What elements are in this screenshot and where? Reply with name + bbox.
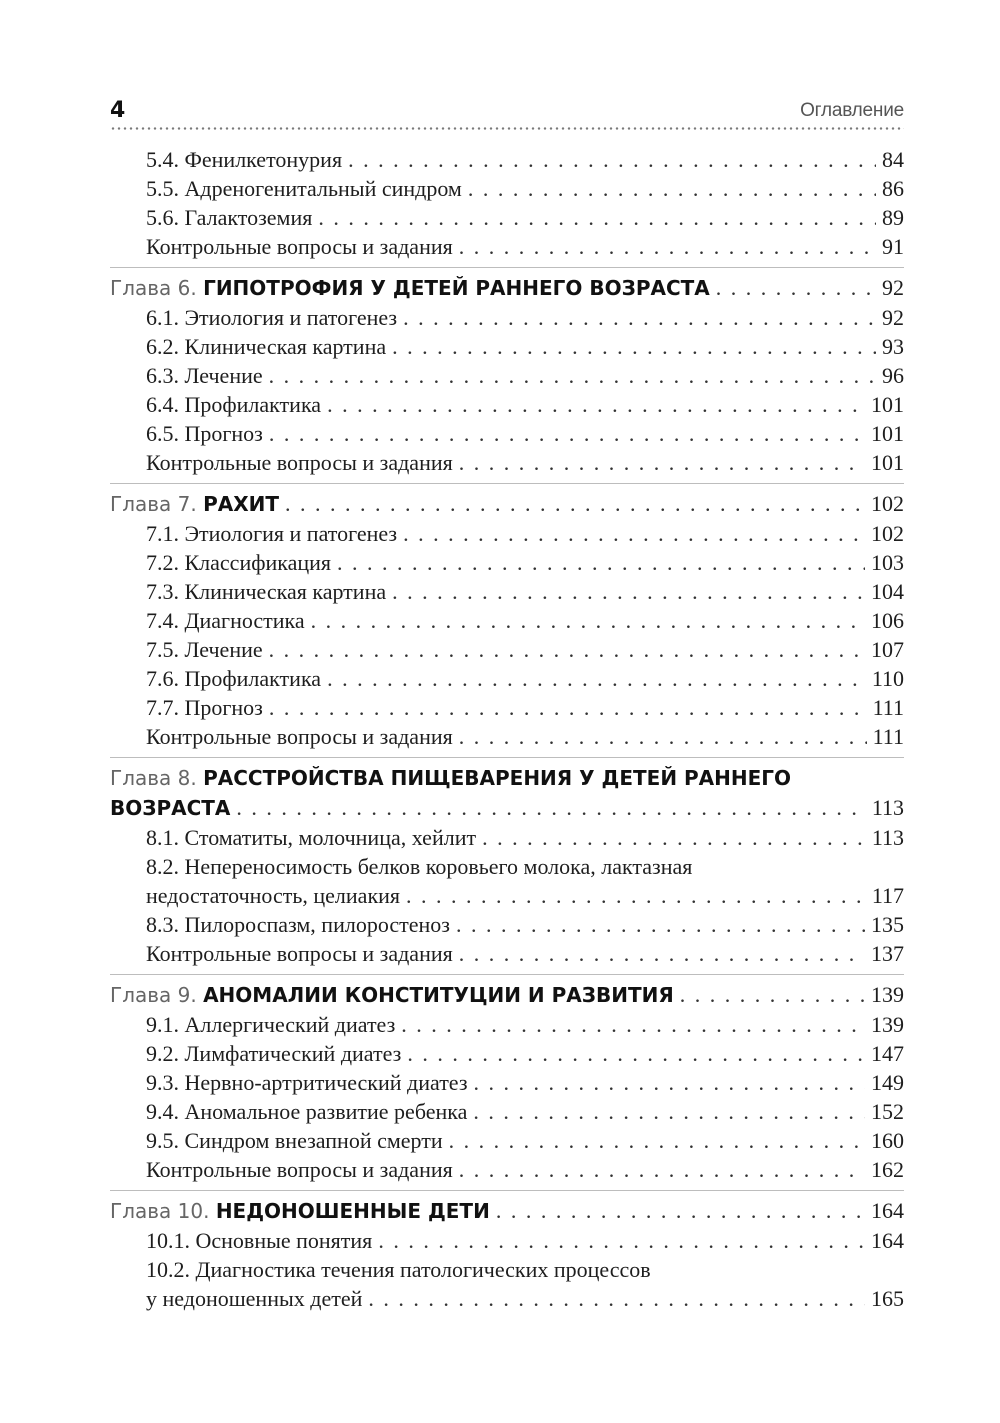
dot-leader [401,1010,865,1039]
dot-leader [337,548,865,577]
toc-entry[interactable] [110,303,904,332]
dot-leader [348,145,876,174]
entry-label: 8.1. Стоматиты, молочница, хейлит [146,825,477,850]
entry-label: 7.4. Диагностика [146,608,305,633]
entry-page: 113 [871,825,904,850]
entry-page: 162 [871,1157,904,1182]
toc-entry[interactable] [110,722,904,751]
running-title: Оглавление [800,100,904,121]
entry-label: 6.2. Клиническая картина [146,334,387,359]
dot-leader [269,419,865,448]
dot-leader [407,1039,865,1068]
dot-leader [680,980,865,1010]
toc-page [110,92,904,1319]
dot-leader [318,203,876,232]
entry-page: 86 [882,176,904,201]
dot-leader [327,664,866,693]
dot-leader [496,1196,865,1226]
dot-leader [459,232,876,261]
entry-label: 5.5. Адреногенитальный синдром [146,176,462,201]
toc-entry[interactable] [110,635,904,664]
entry-page: 164 [871,1228,904,1253]
entry-page: 89 [882,205,904,230]
entry-label: 7.6. Профилактика [146,666,322,691]
toc-entry[interactable] [110,664,904,693]
toc-entry[interactable] [110,1097,904,1126]
toc-group-chapter-9 [110,974,904,1190]
toc-group-chapter-8 [110,757,904,974]
dot-leader [459,939,865,968]
entry-page: 93 [882,334,904,359]
dot-leader [368,1284,865,1313]
chapter-page: 102 [871,491,904,516]
dot-leader [236,793,865,823]
entry-label: недостаточность, целиакия [146,883,401,908]
page-number: 4 [110,98,126,123]
toc-entry[interactable] [110,1226,904,1255]
toc-entry[interactable] [110,577,904,606]
entry-page: 104 [871,579,904,604]
dot-leader [406,881,866,910]
entry-page: 84 [882,147,904,172]
entry-page: 111 [872,724,904,749]
dot-leader [311,606,865,635]
entry-page: 101 [871,392,904,417]
dot-leader [459,722,867,751]
entry-label: 5.6. Галактоземия [146,205,313,230]
dot-leader [482,823,866,852]
page-header [110,92,904,130]
entry-label: Контрольные вопросы и задания [146,234,453,259]
entry-page: 96 [882,363,904,388]
entry-label: 9.1. Аллергический диатез [146,1012,396,1037]
chapter-heading[interactable] [110,980,904,1010]
toc-entry[interactable] [110,232,904,261]
dot-leader [716,273,876,303]
entry-page: 165 [871,1286,904,1311]
entry-label: 8.3. Пилороспазм, пилоростеноз [146,912,450,937]
chapter-heading-line-1[interactable] [110,763,904,793]
entry-page: 106 [871,608,904,633]
toc-entry[interactable] [110,1010,904,1039]
entry-page: 102 [871,521,904,546]
toc-entry[interactable] [110,332,904,361]
entry-label: 9.4. Аномальное развитие ребенка [146,1099,468,1124]
chapter-title: АНОМАЛИИ КОНСТИТУЦИИ И РАЗВИТИЯ [203,983,674,1007]
toc-entry[interactable] [110,390,904,419]
entry-page: 91 [882,234,904,259]
entry-label: Контрольные вопросы и задания [146,1157,453,1182]
entry-label: 6.4. Профилактика [146,392,322,417]
entry-page: 101 [871,450,904,475]
chapter-title-continued: ВОЗРАСТА [110,796,231,820]
entry-page: 103 [871,550,904,575]
entry-page: 160 [871,1128,904,1153]
toc-entry[interactable] [110,1039,904,1068]
chapter-heading[interactable] [110,273,904,303]
toc-entry[interactable] [110,519,904,548]
entry-page: 117 [871,883,904,908]
toc-entry[interactable] [110,174,904,203]
entry-page: 149 [871,1070,904,1095]
dot-leader [459,448,865,477]
entry-page: 111 [872,695,904,720]
entry-label: 9.2. Лимфатический диатез [146,1041,402,1066]
dot-leader [327,390,865,419]
entry-label: у недоношенных детей [146,1286,363,1311]
toc-entry[interactable] [110,693,904,722]
toc-entry[interactable] [110,145,904,174]
entry-page: 152 [871,1099,904,1124]
entry-label: 10.1. Основные понятия [146,1228,373,1253]
entry-page: 107 [871,637,904,662]
toc-entry-line-1[interactable]: 8.2. Непереносимость белков коровьего молока, лактазная [146,854,693,879]
dot-leader [449,1126,865,1155]
toc-entry[interactable] [110,1068,904,1097]
entry-label: Контрольные вопросы и задания [146,450,453,475]
dot-leader [403,519,865,548]
entry-label: 6.1. Этиология и патогенез [146,305,398,330]
entry-label: 6.5. Прогноз [146,421,263,446]
entry-page: 147 [871,1041,904,1066]
entry-label: 7.7. Прогноз [146,695,263,720]
dot-leader [474,1068,865,1097]
entry-label: Контрольные вопросы и задания [146,724,453,749]
entry-page: 101 [871,421,904,446]
toc-entry[interactable] [110,448,904,477]
toc-entry[interactable] [110,1284,904,1313]
entry-page: 135 [871,912,904,937]
toc-entry[interactable] [110,823,904,852]
toc-entry[interactable] [110,606,904,635]
toc-entry[interactable] [110,1155,904,1184]
toc-group-chapter-6 [110,267,904,483]
dot-leader [378,1226,865,1255]
dot-leader [392,577,865,606]
toc-group-chapter-7 [110,483,904,757]
dot-leader [468,174,876,203]
entry-page: 92 [882,305,904,330]
entry-label: 5.4. Фенилкетонурия [146,147,343,172]
dot-leader [269,361,876,390]
dot-leader [473,1097,865,1126]
chapter-title: РАХИТ [203,492,280,516]
chapter-page: 139 [871,982,904,1007]
dot-leader [269,635,865,664]
entry-label: 7.1. Этиология и патогенез [146,521,398,546]
chapter-page: 113 [871,795,904,820]
chapter-heading[interactable] [110,793,904,823]
dot-leader [456,910,865,939]
chapter-prefix: Глава 7. [110,492,197,516]
chapter-heading[interactable] [110,489,904,519]
chapter-heading[interactable] [110,1196,904,1226]
entry-label: 7.3. Клиническая картина [146,579,387,604]
toc-group-chapter-5 [110,145,904,267]
entry-label: 7.5. Лечение [146,637,263,662]
dot-leader [392,332,876,361]
toc-entry[interactable] [110,881,904,910]
dot-leader [403,303,876,332]
entry-page: 139 [871,1012,904,1037]
entry-label: 9.5. Синдром внезапной смерти [146,1128,443,1153]
toc-entry[interactable] [110,1126,904,1155]
entry-label: 9.3. Нервно-артритический диатез [146,1070,468,1095]
toc-entry-line-1[interactable]: 10.2. Диагностика течения патологических процессов [146,1257,651,1282]
chapter-prefix: Глава 8. [110,766,197,790]
toc-entry[interactable] [110,910,904,939]
dot-leader [285,489,865,519]
entry-label: 6.3. Лечение [146,363,263,388]
chapter-page: 164 [871,1198,904,1223]
chapter-title: ГИПОТРОФИЯ У ДЕТЕЙ РАННЕГО ВОЗРАСТА [203,276,710,300]
toc-group-chapter-10 [110,1190,904,1319]
entry-label: 7.2. Классификация [146,550,332,575]
chapter-title: РАССТРОЙСТВА ПИЩЕВАРЕНИЯ У ДЕТЕЙ РАННЕГО [203,766,792,790]
toc-entry[interactable] [110,203,904,232]
toc-entry[interactable] [110,939,904,968]
entry-label: Контрольные вопросы и задания [146,941,453,966]
table-of-contents [110,145,904,1319]
chapter-prefix: Глава 9. [110,983,197,1007]
dot-leader [269,693,867,722]
chapter-prefix: Глава 10. [110,1199,210,1223]
entry-page: 137 [871,941,904,966]
toc-entry[interactable] [110,361,904,390]
chapter-page: 92 [882,275,904,300]
entry-page: 110 [871,666,904,691]
toc-entry[interactable] [110,548,904,577]
toc-entry[interactable] [110,419,904,448]
chapter-prefix: Глава 6. [110,276,197,300]
chapter-title: НЕДОНОШЕННЫЕ ДЕТИ [215,1199,490,1223]
dot-leader [459,1155,865,1184]
